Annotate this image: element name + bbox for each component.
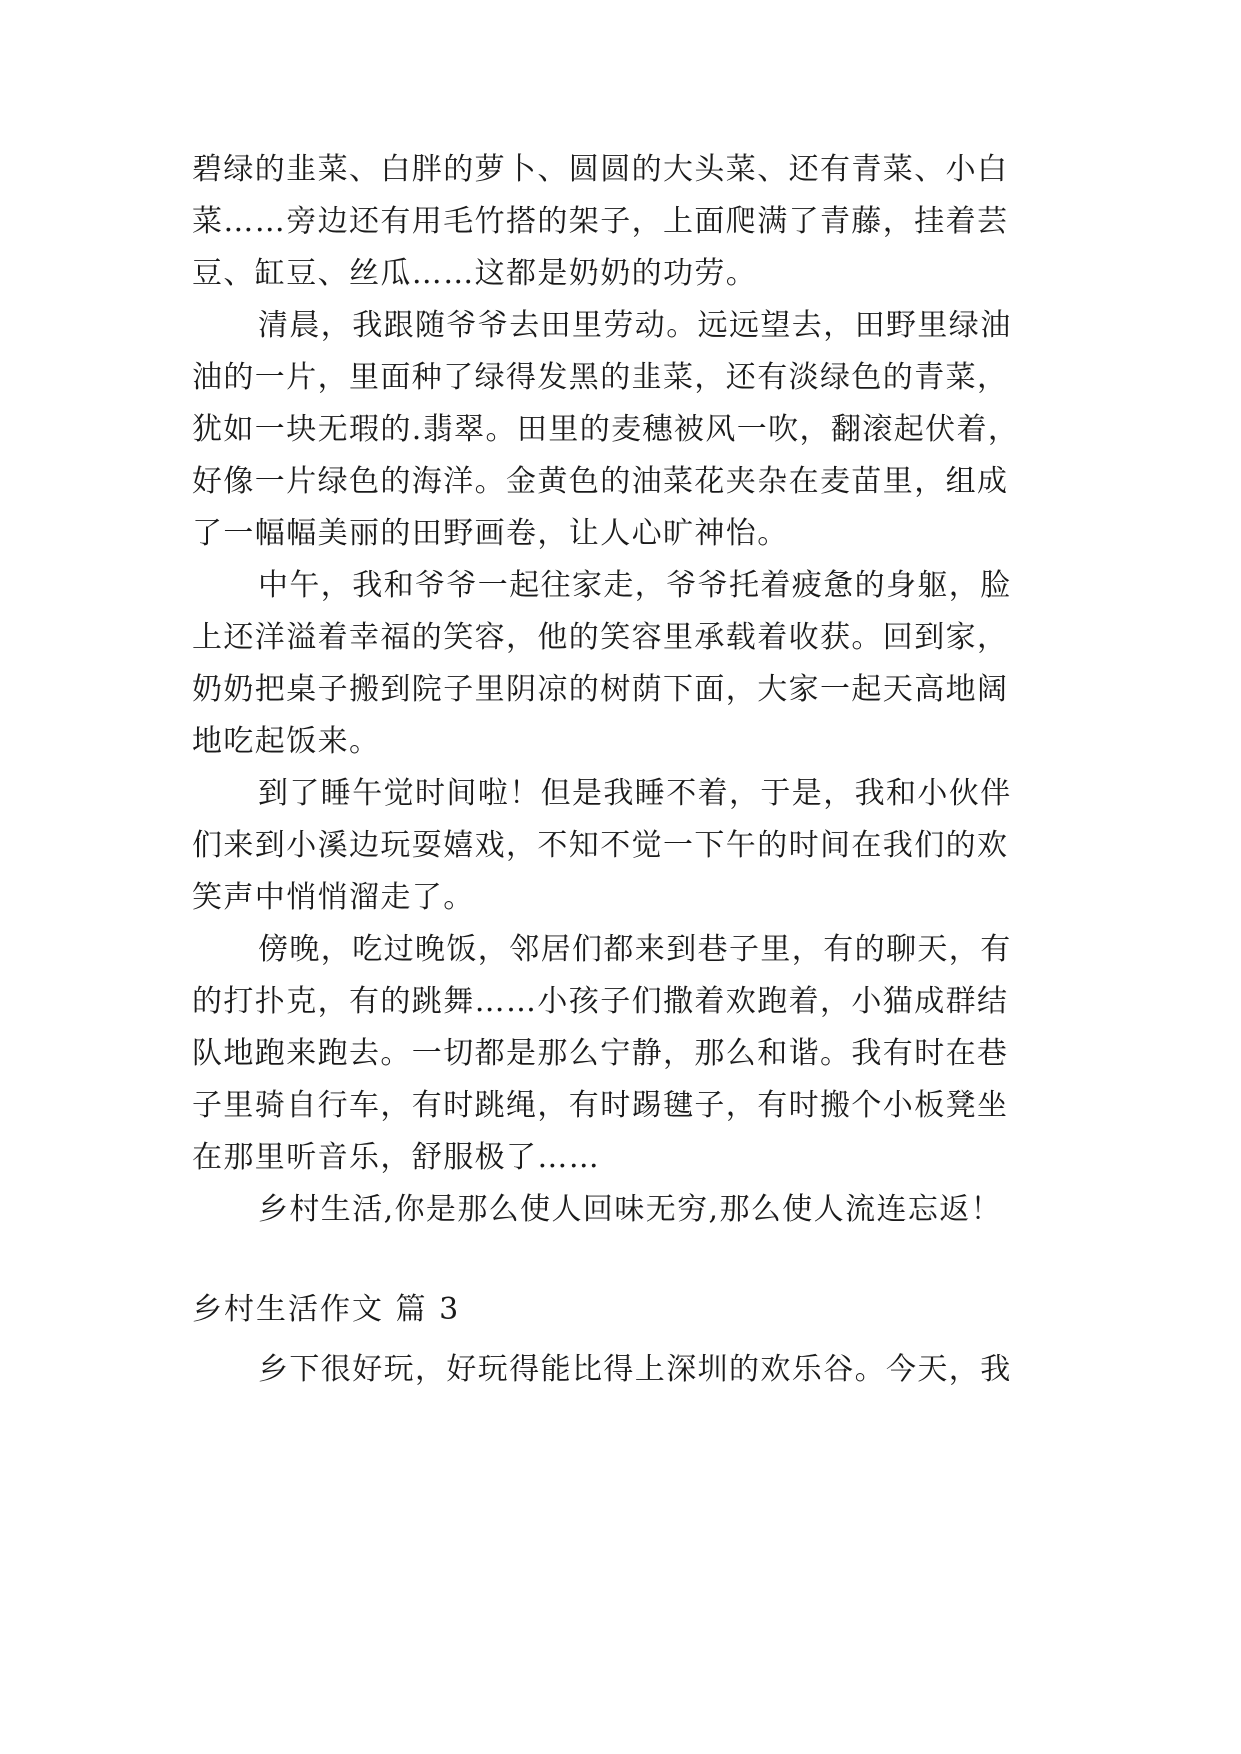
paragraph-start: 傍晚，吃过晚饭，邻居们都来到巷子里，有的聊天，有 bbox=[258, 932, 1012, 967]
paragraph-start: 到了睡午觉时间啦！但是我睡不着，于是，我和小伙伴 bbox=[258, 776, 1012, 811]
text-line: 上还洋溢着幸福的笑容，他的笑容里承载着收获。回到家， bbox=[192, 620, 1009, 655]
paragraph-start: 清晨，我跟随爷爷去田里劳动。远远望去，田野里绿油 bbox=[258, 308, 1012, 343]
text-line: 奶奶把桌子搬到院子里阴凉的树荫下面，大家一起天高地阔 bbox=[192, 672, 1009, 707]
text-line: 碧绿的韭菜、白胖的萝卜、圆圆的大头菜、还有青菜、小白 bbox=[192, 152, 1009, 187]
text-line: 油的一片，里面种了绿得发黑的韭菜，还有淡绿色的青菜， bbox=[192, 360, 1009, 395]
text-line: 菜……旁边还有用毛竹搭的架子，上面爬满了青藤，挂着芸 bbox=[192, 204, 1009, 239]
text-line: 地吃起饭来。 bbox=[192, 724, 381, 759]
document-page bbox=[192, 0, 1050, 1754]
text-line: 笑声中悄悄溜走了。 bbox=[192, 880, 475, 915]
text-line: 豆、缸豆、丝瓜……这都是奶奶的功劳。 bbox=[192, 256, 758, 291]
paragraph-start: 中午，我和爷爷一起往家走，爷爷托着疲惫的身躯，脸 bbox=[258, 568, 1012, 603]
text-line: 子里骑自行车，有时跳绳，有时踢毽子，有时搬个小板凳坐 bbox=[192, 1088, 1009, 1123]
text-line: 犹如一块无瑕的.翡翠。田里的麦穗被风一吹，翻滚起伏着， bbox=[192, 412, 1020, 447]
text-line: 了一幅幅美丽的田野画卷，让人心旷神怡。 bbox=[192, 516, 789, 551]
text-line: 的打扑克，有的跳舞……小孩子们撒着欢跑着，小猫成群结 bbox=[192, 984, 1009, 1019]
text-line: 好像一片绿色的海洋。金黄色的油菜花夹杂在麦苗里，组成 bbox=[192, 464, 1009, 499]
paragraph-start: 乡村生活,你是那么使人回味无穷,那么使人流连忘返！ bbox=[258, 1192, 1003, 1227]
text-line: 们来到小溪边玩耍嬉戏，不知不觉一下午的时间在我们的欢 bbox=[192, 828, 1009, 863]
section-heading: 乡村生活作文 篇 3 bbox=[192, 1292, 461, 1327]
paragraph-start: 乡下很好玩，好玩得能比得上深圳的欢乐谷。今天，我 bbox=[258, 1352, 1012, 1387]
text-line: 在那里听音乐，舒服极了…… bbox=[192, 1140, 601, 1175]
text-line: 队地跑来跑去。一切都是那么宁静，那么和谐。我有时在巷 bbox=[192, 1036, 1009, 1071]
